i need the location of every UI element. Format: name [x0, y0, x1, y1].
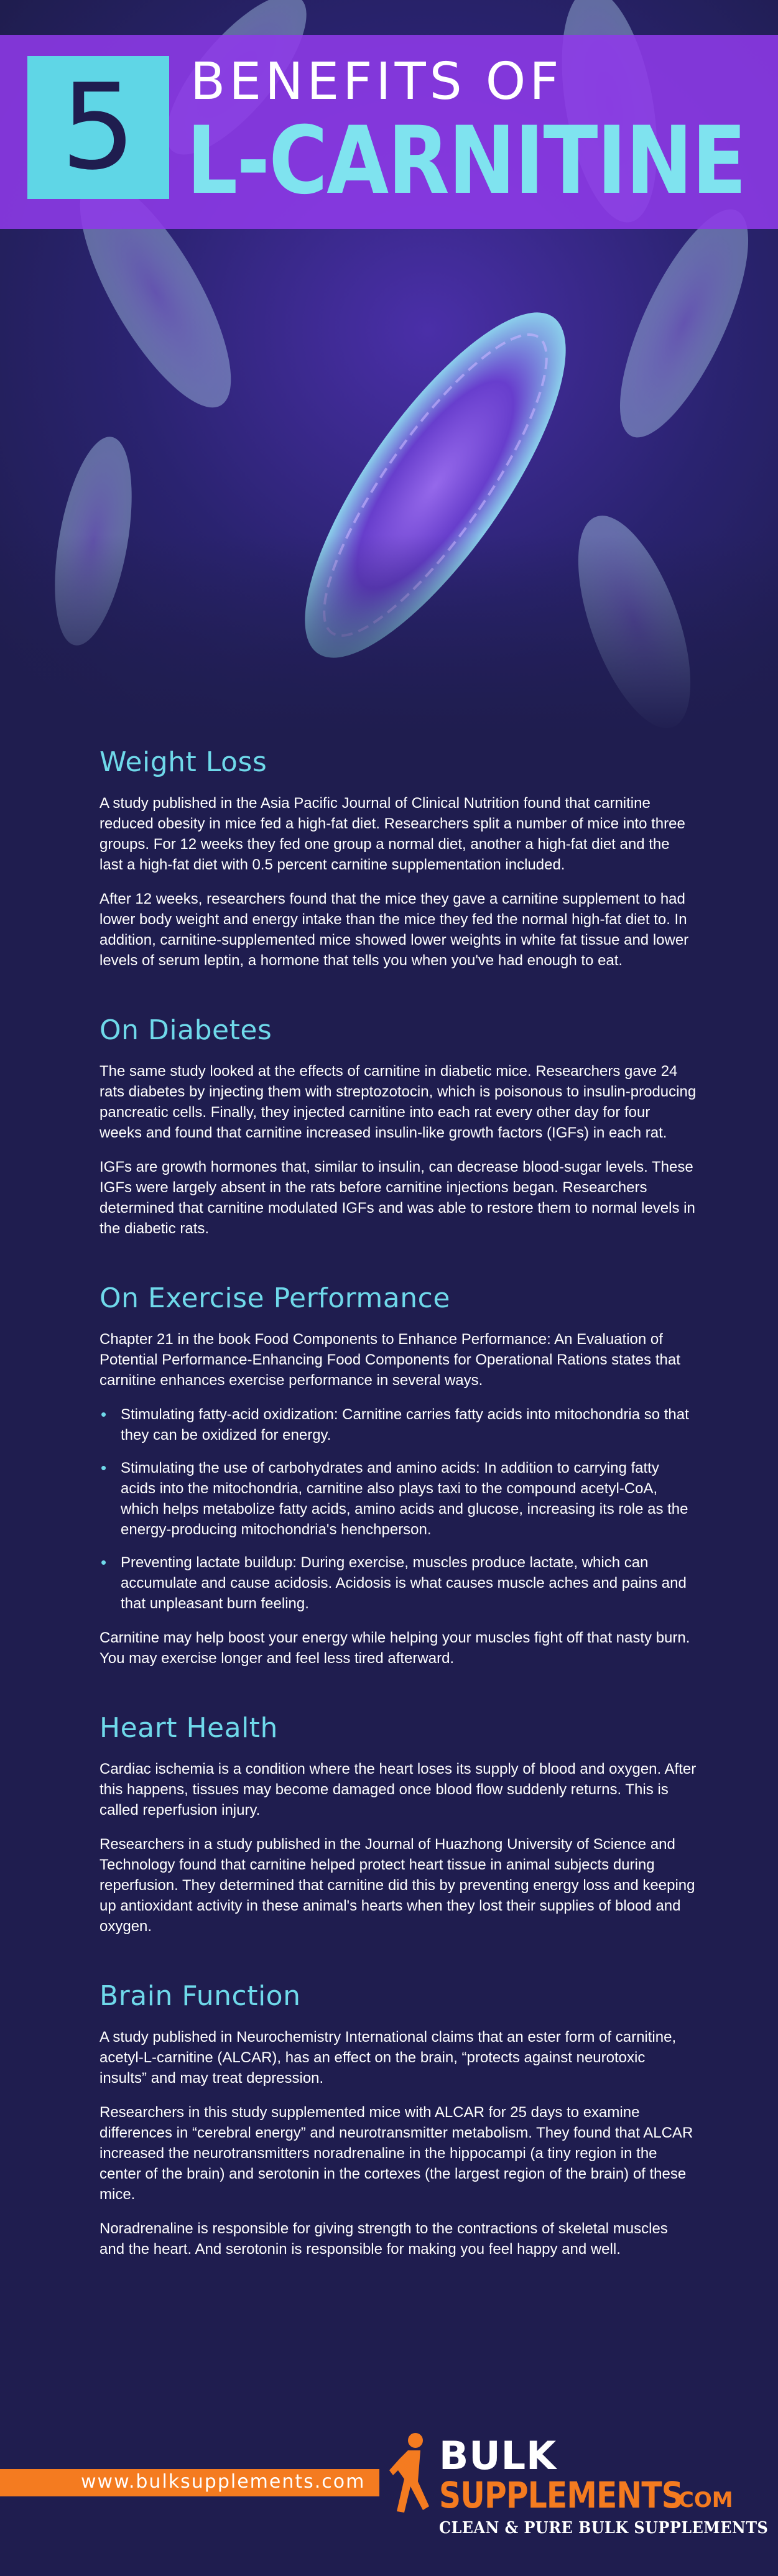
paragraph: Researchers in a study published in the Journal of Huazhong University of Science and Technology found that carnitine helped protect heart tissue in animal subjects during reperfusion. They determined that carnitine did this by preventing energy loss and keeping up antioxidant activity in these animal's hearts when they lost their supplies of blood and oxygen. — [100, 1836, 695, 1935]
benefit-count: 5 — [60, 58, 136, 196]
bullet-icon: • — [101, 1458, 107, 1477]
bullet-icon: • — [101, 1553, 107, 1572]
paragraph: The same study looked at the effects of carnitine in diabetic mice. Researchers gave 24 rats diabetes by injecting them with streptozotocin, which is poisonous to insulin-producing pancreatic cells. Finally, they injected carnitine into each rat every other day for four weeks and found that carnitine increased insulin-like growth factors (IGFs) in each rat. — [100, 1063, 697, 1141]
brand-name-top: BULK — [439, 2433, 557, 2478]
brand-tagline: CLEAN & PURE BULK SUPPLEMENTS — [439, 2519, 769, 2537]
website-link[interactable]: www.bulksupplements.com — [81, 2471, 366, 2493]
section-brain-function — [100, 1980, 697, 2259]
running-person-icon — [389, 2432, 433, 2525]
section-heading: Brain Function — [100, 1980, 301, 2012]
list-item — [100, 1458, 697, 1540]
paragraph: A study published in the Asia Pacific Journal of Clinical Nutrition found that carnitine reduced obesity in mice fed a high-fat diet. Researchers split a number of mice into three groups. For 12 weeks they fed one group a normal diet, another a high-fat diet and the last a high-fat diet with 0.5 percent carnitine supplementation included. — [100, 795, 685, 873]
list-item-text: Stimulating the use of carbohydrates and amino acids: In addition to carrying fatty acids into the mitochondria, carnitine also plays taxi to the compound acetyl-CoA, which helps metabolize fatty acids, amino acids and glucose, increasing its role as the energy-producing mitochondria's henchperson. — [121, 1460, 688, 1538]
paragraph: Carnitine may help boost your energy while helping your muscles fight off that nasty burn. You may exercise longer and feel less tired afterward. — [100, 1629, 690, 1667]
list-item — [100, 1404, 697, 1445]
title-line-2: L-CARNITINE — [187, 107, 746, 215]
list-item — [100, 1552, 697, 1614]
list-item-text: Preventing lactate buildup: During exercise, muscles produce lactate, which can accumulate and cause acidosis. Acidosis is what causes muscle aches and pains and that unpleasant burn feeling. — [121, 1554, 687, 1612]
paragraph: Researchers in this study supplemented mice with ALCAR for 25 days to examine differences in “cerebral energy” and neurotransmitter metabolism. They found that ALCAR increased the neurotransmitters noradrenaline in the hippocampi (a tiny region in the center of the brain) and serotonin in the cortexes (the largest region of the brain) of these mice. — [100, 2104, 693, 2203]
section-heading: On Exercise Performance — [100, 1282, 450, 1314]
list-item-text: Stimulating fatty-acid oxidization: Carnitine carries fatty acids into mitochondria so that they can be oxidized for energy. — [121, 1406, 689, 1443]
article-content — [100, 746, 697, 2303]
paragraph: Chapter 21 in the book Food Components to Enhance Performance: An Evaluation of Potential Performance-Enhancing Food Components for Operational Rations states that carnitine enhances exercise performance in several ways. — [100, 1331, 680, 1389]
brand-domain: .COM — [670, 2488, 733, 2513]
section-heading: Weight Loss — [100, 746, 267, 778]
section-heading: On Diabetes — [100, 1014, 272, 1046]
brand-name-bottom: SUPPLEMENTS — [439, 2474, 683, 2516]
section-weight-loss — [100, 746, 697, 971]
paragraph: Cardiac ischemia is a condition where the heart loses its supply of blood and oxygen. After this happens, tissues may become damaged once blood flow suddenly returns. This is called reperfusion injury. — [100, 1761, 697, 1818]
paragraph: After 12 weeks, researchers found that the mice they gave a carnitine supplement to had lower body weight and energy intake than the mice they fed the normal high-fat diet to. In addition, carnitine-supplemented mice showed lower weights in white fat tissue and lower levels of serum leptin, a hormone that tells you when you've had enough to eat. — [100, 891, 689, 969]
section-heading: Heart Health — [100, 1712, 278, 1744]
section-heart-health — [100, 1712, 697, 1937]
section-exercise-performance — [100, 1282, 697, 1669]
bullet-list — [100, 1404, 697, 1614]
paragraph: A study published in Neurochemistry International claims that an ester form of carnitine, acetyl-L-carnitine (ALCAR), has an effect on the brain, “protects against neurotoxic insults” and may treat depression. — [100, 2029, 677, 2087]
paragraph: Noradrenaline is responsible for giving strength to the contractions of skeletal muscles and the heart. And serotonin is responsible for making you feel happy and well. — [100, 2220, 668, 2258]
paragraph: IGFs are growth hormones that, similar to insulin, can decrease blood-sugar levels. These IGFs were largely absent in the rats before carnitine injections began. Researchers determined that carnitine modulated IGFs and was able to restore them to normal levels in the diabetic rats. — [100, 1159, 695, 1237]
title-line-1: BENEFITS OF — [190, 52, 563, 111]
section-diabetes — [100, 1014, 697, 1239]
bullet-icon: • — [101, 1405, 107, 1424]
